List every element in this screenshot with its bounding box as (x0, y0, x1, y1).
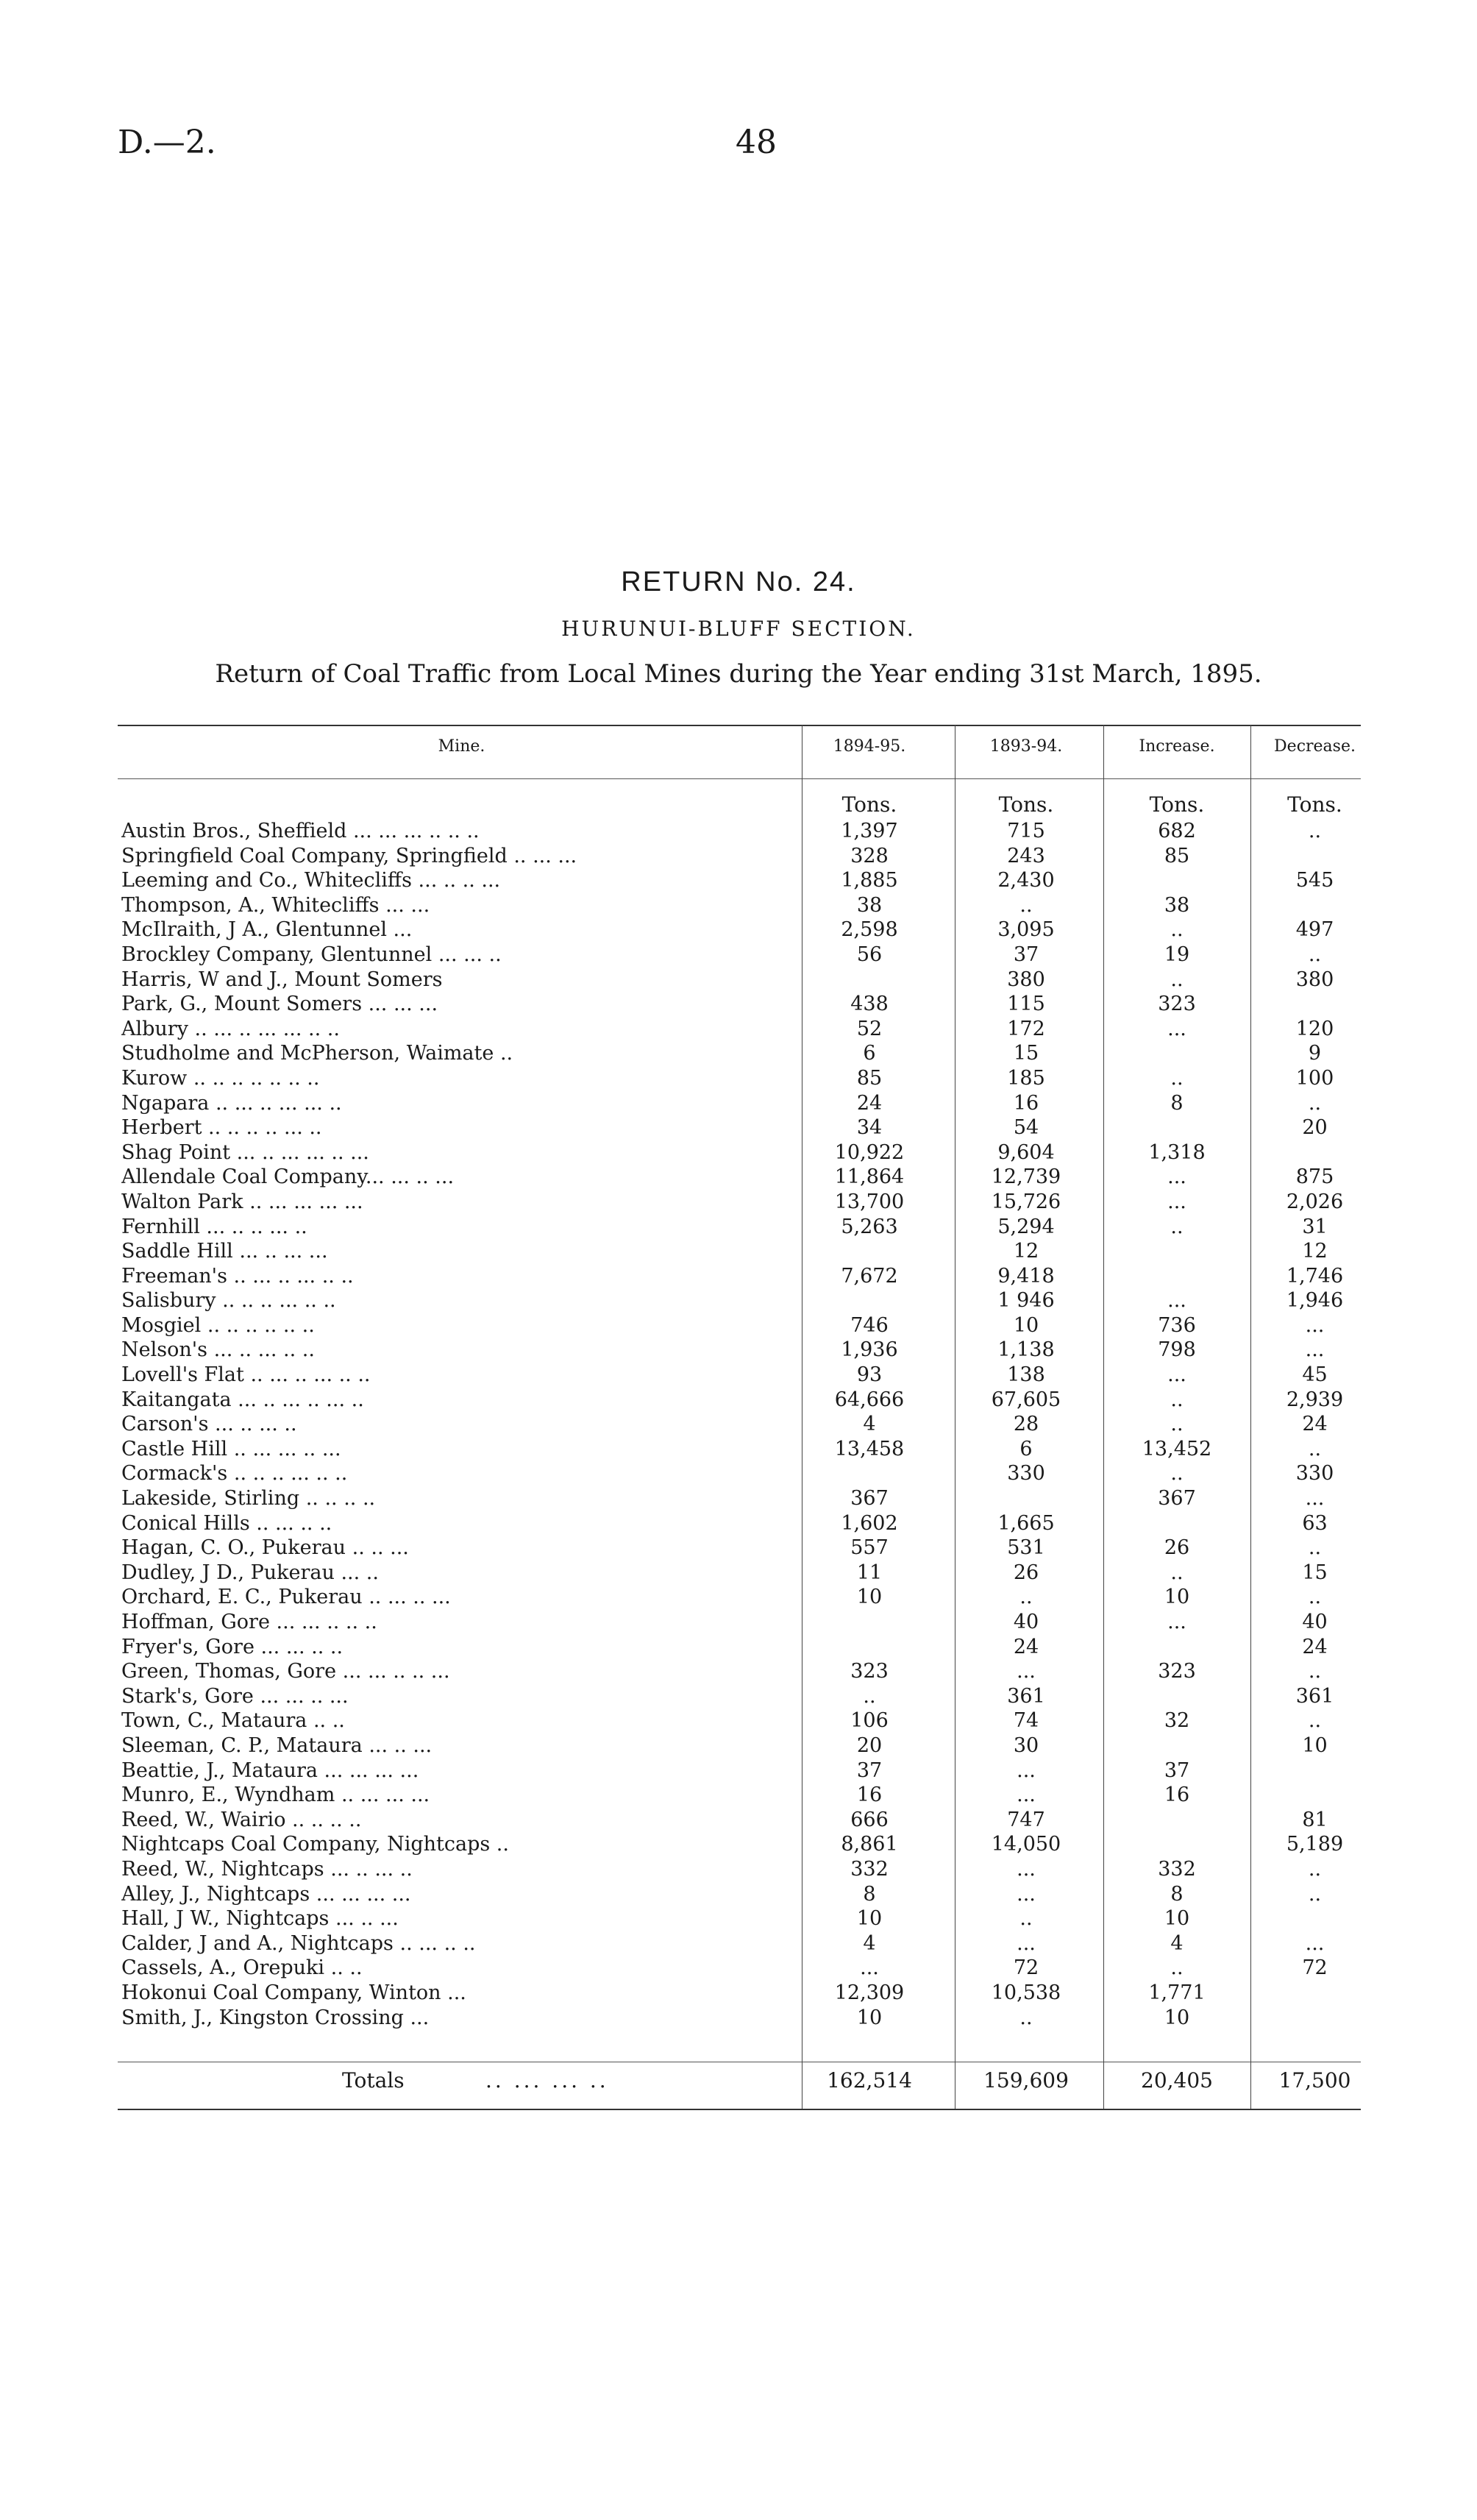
tons-1893-94: 72 (1013, 1956, 1039, 1980)
column-header-mine: Mine. (438, 737, 485, 756)
decrease: .. (1308, 943, 1322, 966)
increase: 19 (1164, 943, 1190, 966)
mine-name: Fernhill ... .. .. ... .. (121, 1215, 307, 1238)
mine-name: Cormack's .. .. .. ... .. .. (121, 1462, 348, 1486)
tons-1893-94: 15 (1013, 1042, 1039, 1065)
mine-name: Austin Bros., Sheffield ... ... ... .. .. .. (121, 820, 480, 842)
mine-name: Allendale Coal Company... ... .. ... (121, 1165, 455, 1189)
mine-name: Town, C., Mataura .. .. (121, 1709, 345, 1733)
tons-1894-95: 56 (856, 943, 883, 966)
table-row (0, 1239, 1477, 1264)
tons-1894-95: 106 (850, 1709, 889, 1733)
table-row (0, 1486, 1477, 1511)
tons-1894-95: 11 (856, 1561, 883, 1584)
mine-name: Green, Thomas, Gore ... ... .. .. ... (121, 1660, 450, 1683)
table-row (0, 1041, 1477, 1066)
increase: .. (1170, 1388, 1184, 1411)
table-row (0, 1511, 1477, 1536)
increase: 323 (1158, 1660, 1196, 1683)
decrease: .. (1308, 1709, 1322, 1733)
increase: 4 (1170, 1931, 1184, 1955)
return-number-title: RETURN No. 24. (621, 567, 856, 597)
tons-1894-95: 85 (856, 1066, 883, 1090)
tons-1894-95: 8,861 (841, 1833, 898, 1856)
tons-1894-95: 1,885 (841, 869, 898, 892)
increase: 32 (1164, 1709, 1190, 1733)
table-row (0, 1931, 1477, 1956)
tons-1894-95: 37 (856, 1758, 883, 1782)
increase: .. (1170, 1215, 1184, 1238)
tons-1894-95: 20 (856, 1733, 883, 1757)
tons-1894-95: 1,602 (841, 1511, 898, 1535)
tons-1893-94: 361 (1007, 1684, 1045, 1708)
increase: ... (1167, 1611, 1186, 1633)
tons-1894-95: 5,263 (841, 1215, 898, 1238)
table-row (0, 1659, 1477, 1684)
mine-name: Alley, J., Nightcaps ... ... ... ... (121, 1882, 411, 1906)
mine-name: Munro, E., Wyndham .. ... ... ... (121, 1783, 430, 1807)
decrease: 361 (1295, 1684, 1334, 1708)
tons-1893-94: .. (1019, 1586, 1033, 1609)
mine-name: Hokonui Coal Company, Winton ... (121, 1981, 466, 2004)
table-row (0, 1017, 1477, 1042)
decrease: ... (1305, 1313, 1325, 1337)
decrease: 875 (1295, 1165, 1334, 1189)
tons-1893-94: 6 (1019, 1437, 1033, 1460)
table-subtitle: Return of Coal Traffic from Local Mines during the Year ending 31st March, 1895. (215, 659, 1262, 689)
increase: .. (1170, 968, 1184, 991)
table-row (0, 1733, 1477, 1758)
table-row (0, 1882, 1477, 1907)
unit-label-1894-95: Tons. (841, 792, 897, 817)
tons-1893-94: ... (1017, 1783, 1036, 1807)
increase: 13,452 (1142, 1437, 1212, 1460)
increase: 1,771 (1148, 1981, 1206, 2004)
increase: ... (1167, 1017, 1186, 1040)
decrease: 40 (1302, 1611, 1328, 1633)
tons-1894-95: 12,309 (834, 1981, 905, 2004)
tons-1894-95: 4 (863, 1413, 876, 1436)
decrease: 1,946 (1286, 1289, 1344, 1313)
tons-1893-94: ... (1017, 1882, 1036, 1906)
tons-1894-95: 64,666 (834, 1388, 905, 1411)
increase: 38 (1164, 893, 1190, 917)
decrease: .. (1308, 1536, 1322, 1560)
mine-name: Lakeside, Stirling .. .. .. .. (121, 1487, 376, 1511)
table-row (0, 1140, 1477, 1165)
mine-name: Conical Hills .. ... .. .. (121, 1511, 332, 1535)
table-row (0, 893, 1477, 918)
tons-1893-94: ... (1017, 1931, 1036, 1955)
tons-1894-95: 746 (850, 1313, 889, 1337)
tons-1893-94: 330 (1007, 1462, 1045, 1486)
mine-name: Calder, J and A., Nightcaps .. ... .. .. (121, 1931, 476, 1955)
tons-1893-94: 115 (1007, 993, 1045, 1016)
tons-1893-94: 138 (1007, 1363, 1045, 1387)
table-row (0, 1066, 1477, 1091)
tons-1893-94: 12 (1013, 1240, 1039, 1263)
decrease: .. (1308, 1437, 1322, 1460)
tons-1893-94: .. (1019, 2006, 1033, 2029)
increase: 323 (1158, 993, 1196, 1016)
decrease: .. (1308, 1586, 1322, 1609)
table-row (0, 1536, 1477, 1561)
tons-1893-94: .. (1019, 1907, 1033, 1931)
tons-1894-95: 16 (856, 1783, 883, 1807)
increase: 10 (1164, 1907, 1190, 1931)
decrease: 1,746 (1286, 1264, 1344, 1288)
mine-name: Hoffman, Gore ... ... .. .. .. (121, 1611, 377, 1633)
tons-1894-95: 666 (850, 1808, 889, 1831)
tons-1894-95: 10 (856, 2006, 883, 2029)
tons-1893-94: 14,050 (991, 1833, 1061, 1856)
unit-label-1893-94: Tons. (998, 792, 1054, 817)
tons-1893-94: .. (1019, 893, 1033, 917)
mine-name: Herbert .. .. .. .. ... .. (121, 1116, 322, 1140)
increase: .. (1170, 1561, 1184, 1584)
tons-1894-95: 7,672 (841, 1264, 898, 1288)
section-title: HURUNUI-BLUFF SECTION. (561, 617, 916, 641)
tons-1893-94: 40 (1013, 1611, 1039, 1633)
decrease: 63 (1302, 1511, 1328, 1535)
mine-name: Kaitangata ... .. ... .. ... .. (121, 1388, 364, 1411)
table-row (0, 943, 1477, 968)
decrease: 9 (1308, 1042, 1322, 1065)
mine-name: Nelson's ... .. ... .. .. (121, 1338, 315, 1362)
decrease: .. (1308, 1857, 1322, 1881)
tons-1894-95: 52 (856, 1017, 883, 1040)
table-row (0, 1906, 1477, 1931)
tons-1893-94: 28 (1013, 1413, 1039, 1436)
mine-name: Albury .. ... .. ... ... .. .. (121, 1017, 340, 1040)
tons-1893-94: 10 (1013, 1313, 1039, 1337)
increase: ... (1167, 1190, 1186, 1213)
mine-name: Mosgiel .. .. .. .. .. .. (121, 1313, 315, 1337)
tons-1894-95: 8 (863, 1882, 876, 1906)
tons-1894-95: .. (863, 1684, 876, 1708)
tons-1894-95: 2,598 (841, 918, 898, 942)
tons-1894-95: 1,936 (841, 1338, 898, 1362)
mine-name: Fryer's, Gore ... ... .. .. (121, 1635, 344, 1658)
table-row (0, 1190, 1477, 1215)
mine-name: Kurow .. .. .. .. .. .. .. (121, 1066, 320, 1090)
tons-1894-95: 328 (850, 844, 889, 867)
column-header-1894-95: 1894-95. (833, 737, 906, 756)
tons-1893-94: 54 (1013, 1116, 1039, 1140)
increase: 332 (1158, 1857, 1196, 1881)
mine-name: Lovell's Flat .. ... .. ... .. .. (121, 1363, 371, 1387)
tons-1894-95: 10,922 (834, 1140, 905, 1164)
table-row (0, 1461, 1477, 1486)
increase: .. (1170, 1066, 1184, 1090)
table-row (0, 1264, 1477, 1289)
tons-1893-94: 37 (1013, 943, 1039, 966)
tons-1893-94: 1,138 (997, 1338, 1055, 1362)
table-row (0, 1412, 1477, 1437)
decrease: 2,939 (1286, 1388, 1344, 1411)
mine-name: Freeman's .. ... .. ... .. .. (121, 1264, 354, 1288)
mine-name: Thompson, A., Whitecliffs ... ... (121, 893, 430, 917)
tons-1893-94: 1,665 (997, 1511, 1055, 1535)
table-row (0, 968, 1477, 993)
table-row (0, 1313, 1477, 1338)
increase: .. (1170, 1413, 1184, 1436)
tons-1894-95: 13,458 (834, 1437, 905, 1460)
increase: .. (1170, 918, 1184, 942)
mine-name: Springfield Coal Company, Springfield .. ... ... (121, 844, 577, 867)
table-row (0, 1561, 1477, 1586)
increase: 736 (1158, 1313, 1196, 1337)
tons-1893-94: 243 (1007, 844, 1045, 867)
increase: ... (1167, 1165, 1186, 1189)
tons-1893-94: 380 (1007, 968, 1045, 991)
table-row (0, 1610, 1477, 1635)
mine-name: Ngapara .. ... .. ... ... .. (121, 1091, 342, 1115)
mine-name: Park, G., Mount Somers ... ... ... (121, 993, 438, 1016)
mine-name: Studholme and McPherson, Waimate .. (121, 1042, 513, 1065)
mine-name: Nightcaps Coal Company, Nightcaps .. (121, 1833, 509, 1856)
tons-1894-95: 367 (850, 1487, 889, 1511)
decrease: ... (1305, 1487, 1325, 1511)
decrease: 380 (1295, 968, 1334, 991)
tons-1894-95: 24 (856, 1091, 883, 1115)
decrease: 15 (1302, 1561, 1328, 1584)
tons-1894-95: 34 (856, 1116, 883, 1140)
decrease: 20 (1302, 1116, 1328, 1140)
mine-name: Reed, W., Nightcaps ... .. ... .. (121, 1857, 413, 1881)
decrease: 100 (1295, 1066, 1334, 1090)
mine-name: Walton Park .. ... ... ... ... (121, 1190, 363, 1213)
tons-1893-94: 26 (1013, 1561, 1039, 1584)
mine-name: Sleeman, C. P., Mataura ... .. ... (121, 1733, 433, 1757)
table-row (0, 844, 1477, 869)
decrease: 31 (1302, 1215, 1328, 1238)
mine-name: Smith, J., Kingston Crossing ... (121, 2006, 430, 2029)
mine-name: Carson's ... .. ... .. (121, 1413, 297, 1436)
table-row (0, 1338, 1477, 1363)
tons-1894-95: 557 (850, 1536, 889, 1560)
tons-1893-94: 9,418 (997, 1264, 1055, 1288)
header-bottom-rule (118, 778, 1361, 779)
decrease: 120 (1295, 1017, 1334, 1040)
table-row (0, 1091, 1477, 1116)
decrease: 24 (1302, 1635, 1328, 1658)
tons-1893-94: 5,294 (997, 1215, 1055, 1238)
decrease: ... (1305, 1338, 1325, 1362)
table-row (0, 1388, 1477, 1413)
unit-label-decrease: Tons. (1287, 792, 1342, 817)
tons-1893-94: 30 (1013, 1733, 1039, 1757)
decrease: 72 (1302, 1956, 1328, 1980)
mine-name: Brockley Company, Glentunnel ... ... .. (121, 943, 502, 966)
column-header-increase: Increase. (1139, 737, 1215, 756)
tons-1894-95: 438 (850, 993, 889, 1016)
table-bottom-rule (118, 2109, 1361, 2110)
decrease: 497 (1295, 918, 1334, 942)
total-1894-95: 162,514 (827, 2068, 912, 2093)
tons-1894-95: ... (860, 1956, 879, 1980)
decrease: 5,189 (1286, 1833, 1344, 1856)
table-row (0, 1832, 1477, 1857)
table-row (0, 2006, 1477, 2031)
table-row (0, 1437, 1477, 1462)
table-row (0, 1758, 1477, 1783)
totals-row (0, 2066, 1477, 2095)
mine-name: Salisbury .. .. .. ... .. .. (121, 1289, 336, 1313)
table-row (0, 1288, 1477, 1313)
tons-1893-94: ... (1017, 1758, 1036, 1782)
decrease: 12 (1302, 1240, 1328, 1263)
table-row (0, 1115, 1477, 1140)
tons-1893-94: 3,095 (997, 918, 1055, 942)
table-row (0, 1956, 1477, 1981)
table-body (0, 819, 1477, 2030)
tons-1893-94: 10,538 (991, 1981, 1061, 2004)
decrease: 45 (1302, 1363, 1328, 1387)
tons-1894-95: 6 (863, 1042, 876, 1065)
total-increase: 20,405 (1141, 2068, 1213, 2093)
table-row (0, 819, 1477, 844)
tons-1893-94: 1 946 (997, 1289, 1055, 1313)
mine-name: McIlraith, J A., Glentunnel ... (121, 918, 413, 942)
mine-name: Shag Point ... .. ... ... .. ... (121, 1140, 369, 1164)
table-top-rule (118, 725, 1361, 726)
totals-leader-dots: .. ... ... .. (485, 2068, 609, 2093)
mine-name: Hall, J W., Nightcaps ... .. ... (121, 1907, 399, 1931)
tons-1893-94: 531 (1007, 1536, 1045, 1560)
increase: 8 (1170, 1882, 1184, 1906)
mine-name: Leeming and Co., Whitecliffs ... .. .. ... (121, 869, 501, 892)
increase: 10 (1164, 1586, 1190, 1609)
mine-name: Hagan, C. O., Pukerau .. .. ... (121, 1536, 409, 1560)
table-row (0, 1585, 1477, 1610)
tons-1893-94: 12,739 (991, 1165, 1061, 1189)
mine-name: Saddle Hill ... .. ... ... (121, 1240, 328, 1263)
decrease: 81 (1302, 1808, 1328, 1831)
mine-name: Harris, W and J., Mount Somers (121, 968, 443, 991)
tons-1893-94: ... (1017, 1857, 1036, 1881)
increase: 26 (1164, 1536, 1190, 1560)
tons-1894-95: 11,864 (834, 1165, 905, 1189)
decrease: .. (1308, 1091, 1322, 1115)
table-row (0, 1684, 1477, 1709)
tons-1893-94: 172 (1007, 1017, 1045, 1040)
increase: 37 (1164, 1758, 1190, 1782)
tons-1894-95: 10 (856, 1586, 883, 1609)
tons-1893-94: 747 (1007, 1808, 1045, 1831)
table-row (0, 1808, 1477, 1833)
increase: 85 (1164, 844, 1190, 867)
table-row (0, 1635, 1477, 1660)
tons-1893-94: 185 (1007, 1066, 1045, 1090)
table-row (0, 868, 1477, 893)
totals-label: Totals (342, 2068, 405, 2093)
unit-label-increase: Tons. (1149, 792, 1205, 817)
increase: .. (1170, 1956, 1184, 1980)
table-row (0, 1783, 1477, 1808)
table-row (0, 992, 1477, 1017)
tons-1894-95: 13,700 (834, 1190, 905, 1213)
table-row (0, 1981, 1477, 2006)
tons-1893-94: 24 (1013, 1635, 1039, 1658)
page-number: 48 (736, 124, 777, 161)
tons-1893-94: 9,604 (997, 1140, 1055, 1164)
mine-name: Castle Hill .. ... ... .. ... (121, 1437, 341, 1460)
tons-1893-94: 16 (1013, 1091, 1039, 1115)
increase: 8 (1170, 1091, 1184, 1115)
table-row (0, 1708, 1477, 1733)
tons-1893-94: 2,430 (997, 869, 1055, 892)
decrease: 545 (1295, 869, 1334, 892)
decrease: 330 (1295, 1462, 1334, 1486)
decrease: .. (1308, 820, 1322, 842)
tons-1894-95: 93 (856, 1363, 883, 1387)
mine-name: Reed, W., Wairio .. .. .. .. (121, 1808, 362, 1831)
tons-1894-95: 4 (863, 1931, 876, 1955)
table-row (0, 1165, 1477, 1190)
page-reference: D.—2. (118, 124, 216, 161)
column-header-decrease: Decrease. (1274, 737, 1356, 756)
tons-1894-95: 332 (850, 1857, 889, 1881)
decrease: .. (1308, 1882, 1322, 1906)
increase: 16 (1164, 1783, 1190, 1807)
tons-1894-95: 38 (856, 893, 883, 917)
increase: 682 (1158, 820, 1196, 842)
total-1893-94: 159,609 (983, 2068, 1069, 2093)
mine-name: Cassels, A., Orepuki .. .. (121, 1956, 363, 1980)
table-row (0, 1215, 1477, 1240)
table-row (0, 1363, 1477, 1388)
increase: .. (1170, 1462, 1184, 1486)
decrease: ... (1305, 1931, 1325, 1955)
tons-1893-94: 67,605 (991, 1388, 1061, 1411)
tons-1894-95: 10 (856, 1907, 883, 1931)
increase: ... (1167, 1363, 1186, 1387)
table-row (0, 1857, 1477, 1882)
column-header-1893-94: 1893-94. (989, 737, 1063, 756)
decrease: .. (1308, 1660, 1322, 1683)
increase: 367 (1158, 1487, 1196, 1511)
decrease: 2,026 (1286, 1190, 1344, 1213)
increase: ... (1167, 1289, 1186, 1313)
tons-1893-94: 715 (1007, 820, 1045, 842)
mine-name: Beattie, J., Mataura ... ... ... ... (121, 1758, 419, 1782)
tons-1894-95: 323 (850, 1660, 889, 1683)
mine-name: Orchard, E. C., Pukerau .. ... .. ... (121, 1586, 451, 1609)
increase: 10 (1164, 2006, 1190, 2029)
mine-name: Stark's, Gore ... ... .. ... (121, 1684, 349, 1708)
tons-1893-94: 15,726 (991, 1190, 1061, 1213)
increase: 798 (1158, 1338, 1196, 1362)
tons-1893-94: 74 (1013, 1709, 1039, 1733)
tons-1894-95: 1,397 (841, 820, 898, 842)
decrease: 10 (1302, 1733, 1328, 1757)
mine-name: Dudley, J D., Pukerau ... .. (121, 1561, 379, 1584)
increase: 1,318 (1148, 1140, 1206, 1164)
tons-1893-94: ... (1017, 1660, 1036, 1683)
total-decrease: 17,500 (1278, 2068, 1351, 2093)
decrease: 24 (1302, 1413, 1328, 1436)
table-row (0, 918, 1477, 943)
